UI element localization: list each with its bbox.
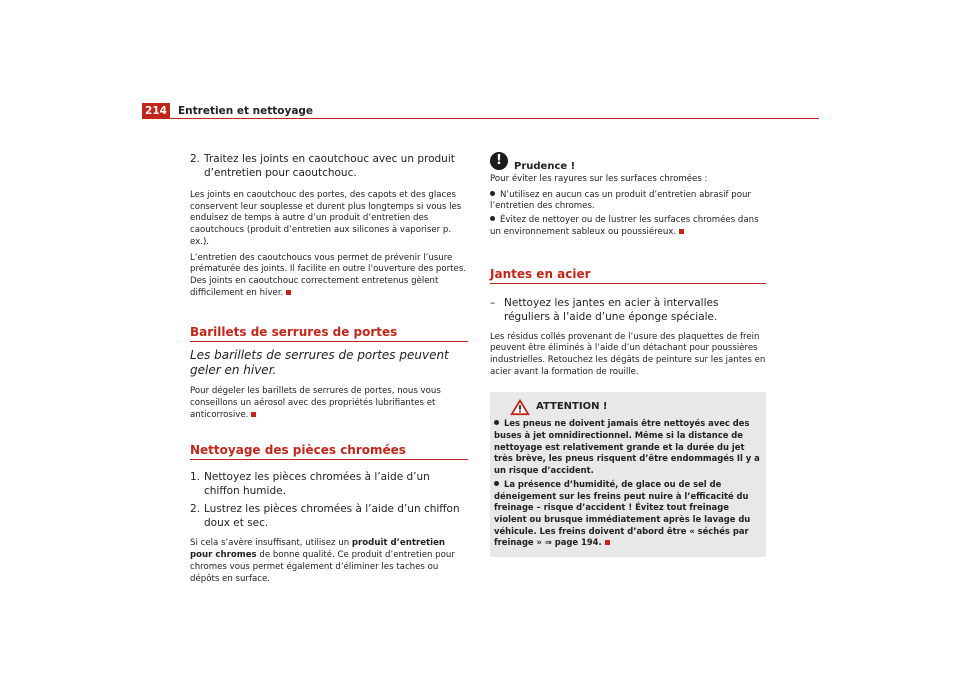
step-text: Lustrez les pièces chromées à l’aide d’un chiffon doux et sec. <box>204 503 460 530</box>
bullet-dot <box>494 420 499 425</box>
end-mark <box>605 540 610 545</box>
paragraph-text: L’entretien des caoutchoucs vous permet de prévenir l’usure prématurée des joints. Il facilite en outre l’ouverture des portes. Des joints en caoutchouc correctement entretenus gèlent difficilement en hiver. <box>190 252 467 298</box>
page-number: 214 <box>142 103 170 119</box>
step-text: Nettoyez les pièces chromées à l’aide d’un chiffon humide. <box>204 471 430 498</box>
dash-marker: – <box>490 296 496 309</box>
step-text: Traitez les joints en caoutchouc avec un produit d’entretien pour caoutchouc. <box>204 153 455 179</box>
step-item <box>190 152 468 180</box>
step-item <box>190 502 468 530</box>
end-mark <box>679 229 684 234</box>
section-heading: Jantes en acier <box>490 267 766 284</box>
prudence-header <box>490 152 766 174</box>
paragraph-text: Pour dégeler les barillets de serrures de portes, nous vous conseillons un aérosol avec des propriétés lubrifiantes et anticorrosive. <box>190 386 441 420</box>
section-heading: Barillets de serrures de portes <box>190 325 468 342</box>
bullet-item <box>494 479 760 549</box>
right-column <box>490 152 766 557</box>
paragraph <box>190 190 468 249</box>
step-number: 2. <box>190 153 201 165</box>
step-item <box>190 470 468 498</box>
bullet-item <box>494 418 760 477</box>
section-subheading: Les barillets de serrures de portes peuvent geler en hiver. <box>190 348 449 378</box>
left-column <box>190 152 468 589</box>
step-text: Nettoyez les jantes en acier à intervalles réguliers à l’aide d’une éponge spéciale. <box>504 296 719 323</box>
step-number: 1. <box>190 471 201 484</box>
bullet-item <box>490 215 766 238</box>
bullet-item <box>490 190 766 213</box>
prudence-intro: Pour éviter les rayures sur les surfaces chromées : <box>490 174 708 184</box>
attention-box <box>490 392 766 557</box>
paragraph-text: Si cela s’avère insuffisant, utilisez un <box>190 538 352 549</box>
paragraph: Les résidus collés provenant de l’usure des plaquettes de frein peuvent être éliminés à l’aide d’un détachant pour poussières industrielles. Retouchez les dégâts de peinture sur les jantes en acier avant la formation de rouille. <box>490 331 766 377</box>
header-rule <box>142 118 819 119</box>
paragraph-text: de bonne qualité. Ce produit d’entretien pour chromes vous permet également d’éliminer les taches ou dépôts en surface. <box>190 550 455 584</box>
attention-header <box>494 398 760 418</box>
step-item <box>490 296 766 324</box>
paragraph <box>190 538 468 585</box>
bullet-text: Les pneus ne doivent jamais être nettoyés avec des buses à jet omnidirectionnel. Même si la distance de nettoyage est relativement grande et la durée du jet très brève, les pneus risquent d’être endommagés Il y a un risque d’accident. <box>494 418 760 476</box>
bullet-text: N’utilisez en aucun cas un produit d’entretien abrasif pour l’entretien des chromes. <box>490 189 751 212</box>
paragraph <box>190 386 468 421</box>
bold-term: produit d’entretien pour chromes <box>190 538 446 561</box>
paragraph-text: Les joints en caoutchouc des portes, des capots et des glaces conservent leur souplesse et durent plus longtemps si vous les enduisez de temps à autre d’un produit d’entretien des caoutchoucs (produit d’entretien aux silicones à vaporiser p. ex.). <box>190 190 462 247</box>
step-number: 2. <box>190 503 201 516</box>
section-heading: Nettoyage des pièces chromées <box>190 443 468 460</box>
end-mark <box>286 290 291 295</box>
exclamation-icon: ! <box>490 152 508 170</box>
chapter-title: Entretien et nettoyage <box>178 105 314 117</box>
bullet-text: Évitez de nettoyer ou de lustrer les surfaces chromées dans un environnement sableux ou poussiéreux. <box>490 215 759 237</box>
attention-title: ATTENTION ! <box>536 401 608 413</box>
prudence-title: Prudence ! <box>514 161 576 172</box>
end-mark <box>251 412 256 417</box>
bullet-text: La présence d’humidité, de glace ou de sel de déneigement sur les freins peut nuire à l’efficacité du freinage – risque d’accident ! Évitez tout freinage violent ou brusque immédiatement après le lavage du véhicule. Les freins doivent d’abord être « séchés par freinage » ⇒ page 194. <box>494 478 751 548</box>
bullet-dot <box>494 481 499 486</box>
bullet-dot <box>490 191 495 196</box>
paragraph <box>190 253 468 300</box>
warning-triangle-icon <box>508 398 532 416</box>
bullet-dot <box>490 216 495 221</box>
